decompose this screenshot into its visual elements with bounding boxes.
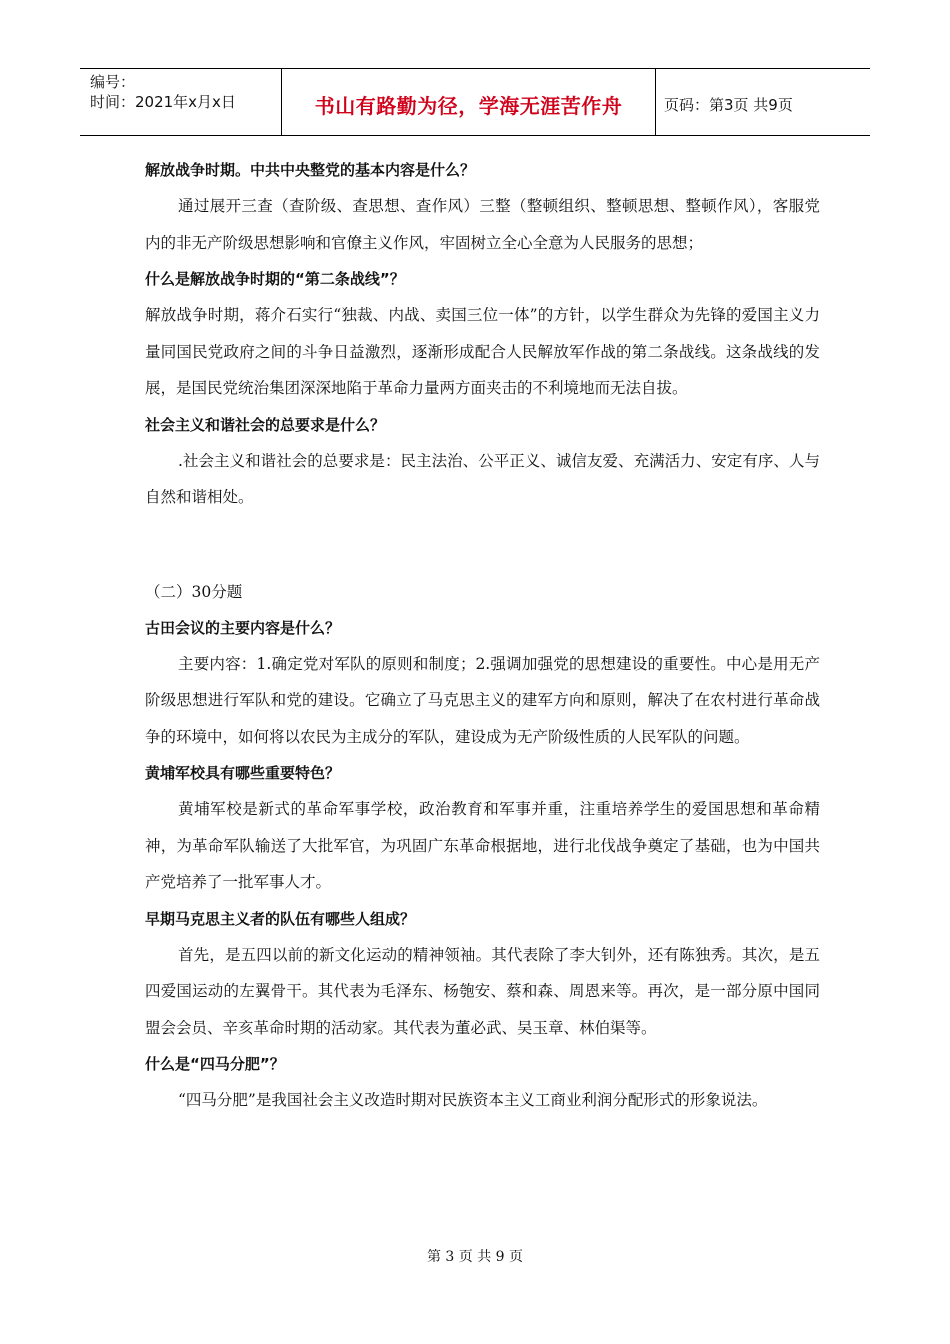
header-meta xyxy=(80,69,282,135)
section-heading: （二）30分题 xyxy=(145,582,243,601)
question-heading: 早期马克思主义者的队伍有哪些人组成？ xyxy=(145,909,416,928)
question-heading: 什么是“四马分肥”？ xyxy=(145,1055,285,1073)
answer-paragraph: “四马分肥”是我国社会主义改造时期对民族资本主义工商业利润分配形式的形象说法。 xyxy=(178,1091,768,1109)
answer-paragraph: .社会主义和谐社会的总要求是：民主法治、公平正义、诚信友爱、充满活力、安定有序、人与自然和谐相处。 xyxy=(145,451,820,506)
document-header xyxy=(80,68,870,136)
answer-paragraph: 首先，是五四以前的新文化运动的精神领袖。其代表除了李大钊外，还有陈独秀。其次，是五四爱国运动的左翼骨干。其代表为毛泽东、杨匏安、蔡和森、周恩来等。再次，是一部分原中国同盟会会员、辛亥革命时期的活动家。其代表为董必武、吴玉章、林伯渠等。 xyxy=(145,945,820,1037)
answer-paragraph: 解放战争时期，蒋介石实行“独裁、内战、卖国三位一体”的方针，以学生群众为先锋的爱国主义力量同国民党政府之间的斗争日益激烈，逐渐形成配合人民解放军作战的第二条战线。这条战线的发展，是国民党统治集团深深地陷于革命力量两方面夹击的不利境地而无法自拔。 xyxy=(145,306,820,397)
page-footer: 第 3 页 共 9 页 xyxy=(426,1249,524,1265)
question-heading: 黄埔军校具有哪些重要特色？ xyxy=(145,764,341,782)
time-label: 时间：2021年x月x日 xyxy=(90,93,236,111)
question-heading: 古田会议的主要内容是什么？ xyxy=(145,618,341,637)
document-body xyxy=(145,152,820,1119)
answer-paragraph: 通过展开三查（查阶级、查思想、查作风）三整（整顿组织、整顿思想、整顿作风），客服党内的非无产阶级思想影响和官僚主义作风，牢固树立全心全意为人民服务的思想； xyxy=(145,197,820,252)
header-motto: 书山有路勤为径，学海无涯苦作舟 xyxy=(282,69,656,135)
question-heading: 社会主义和谐社会的总要求是什么？ xyxy=(145,415,386,434)
number-label: 编号： xyxy=(90,73,136,91)
answer-paragraph: 黄埔军校是新式的革命军事学校，政治教育和军事并重，注重培养学生的爱国思想和革命精神，为革命军队输送了大批军官，为巩固广东革命根据地，进行北伐战争奠定了基础，也为中国共产党培养了一批军事人才。 xyxy=(145,800,820,891)
question-heading: 解放战争时期。中共中央整党的基本内容是什么？ xyxy=(145,161,476,179)
header-page-info: 页码：第3页 共9页 xyxy=(664,95,793,114)
answer-paragraph: 主要内容：1.确定党对军队的原则和制度；2.强调加强党的思想建设的重要性。中心是用无产阶级思想进行军队和党的建设。它确立了马克思主义的建军方向和原则，解决了在农村进行革命战争的环境中，如何将以农民为主成分的军队，建设成为无产阶级性质的人民军队的问题。 xyxy=(145,654,820,746)
question-heading: 什么是解放战争时期的“第二条战线”？ xyxy=(145,270,405,288)
